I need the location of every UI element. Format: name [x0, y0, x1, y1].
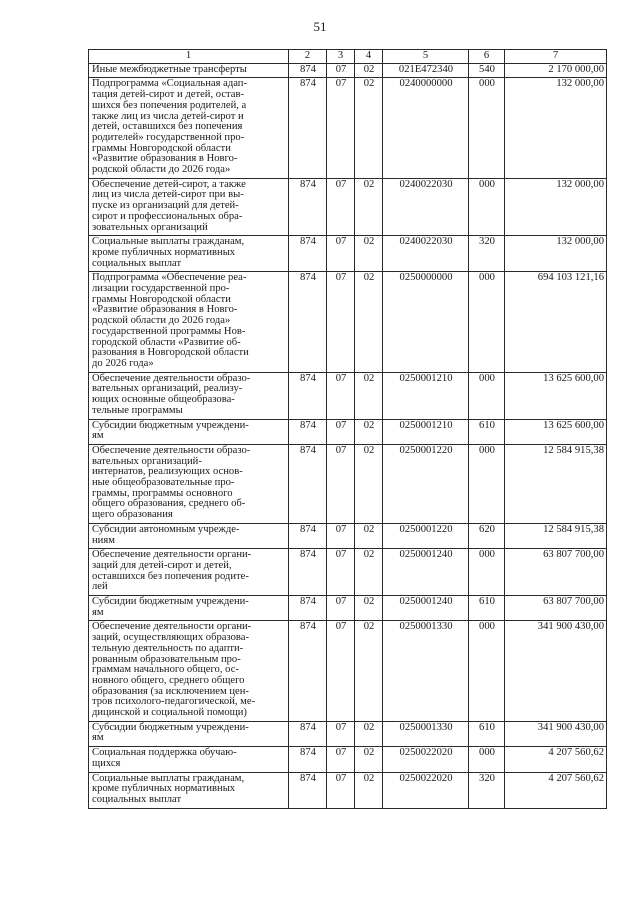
cell-ministry-code: 874 — [289, 549, 327, 596]
page-number: 51 — [313, 19, 327, 34]
table-row — [89, 444, 607, 523]
cell-ministry-code: 874 — [289, 621, 327, 721]
cell-expense-type: 000 — [469, 178, 505, 236]
cell-subsection: 02 — [355, 721, 383, 746]
cell-amount: 4 207 560,62 — [505, 772, 607, 808]
cell-subsection: 02 — [355, 596, 383, 621]
cell-expense-type: 000 — [469, 549, 505, 596]
cell-expense-type: 320 — [469, 236, 505, 272]
cell-ministry-code: 874 — [289, 372, 327, 419]
cell-amount: 2 170 000,00 — [505, 63, 607, 78]
cell-amount: 4 207 560,62 — [505, 747, 607, 772]
cell-target-article: 0250001330 — [383, 721, 469, 746]
cell-section: 07 — [327, 236, 355, 272]
cell-ministry-code: 874 — [289, 444, 327, 523]
cell-amount: 13 625 600,00 — [505, 419, 607, 444]
cell-section: 07 — [327, 596, 355, 621]
cell-section: 07 — [327, 78, 355, 178]
cell-subsection: 02 — [355, 772, 383, 808]
cell-section: 07 — [327, 419, 355, 444]
cell-amount: 12 584 915,38 — [505, 444, 607, 523]
cell-expense-type: 000 — [469, 621, 505, 721]
column-header: 3 — [327, 50, 355, 64]
cell-target-article: 0240000000 — [383, 78, 469, 178]
row-description: Обеспечение детей-сирот, а также лиц из числа детей-сирот при вы- пуске из организаций для детей- сирот и профессиональных обра- зовательных организаций — [89, 178, 289, 236]
cell-target-article: 0250001220 — [383, 523, 469, 548]
cell-ministry-code: 874 — [289, 272, 327, 372]
cell-expense-type: 610 — [469, 721, 505, 746]
table-row — [89, 63, 607, 78]
cell-amount: 63 807 700,00 — [505, 596, 607, 621]
cell-target-article: 0250000000 — [383, 272, 469, 372]
cell-expense-type: 000 — [469, 444, 505, 523]
cell-expense-type: 000 — [469, 747, 505, 772]
cell-target-article: 0250022020 — [383, 772, 469, 808]
header-row — [89, 50, 607, 64]
cell-amount: 341 900 430,00 — [505, 721, 607, 746]
cell-ministry-code: 874 — [289, 747, 327, 772]
table-row — [89, 621, 607, 721]
cell-subsection: 02 — [355, 178, 383, 236]
row-description: Подпрограмма «Обеспечение реа- лизации государственной про- граммы Новгородской области «Развитие образования в Новго- родской области до 2026 года» государственной программы Нов- городской области «Развитие об- разования в Новгородской области до 2026 года» — [89, 272, 289, 372]
cell-amount: 132 000,00 — [505, 78, 607, 178]
cell-subsection: 02 — [355, 444, 383, 523]
table-row — [89, 523, 607, 548]
cell-section: 07 — [327, 523, 355, 548]
row-description: Обеспечение деятельности образо- вательных организаций- интернатов, реализующих основ- ные общеобразовательные про- граммы, программы основного общего образования, среднего об- щего образования — [89, 444, 289, 523]
table-row — [89, 178, 607, 236]
table-row — [89, 272, 607, 372]
cell-expense-type: 000 — [469, 78, 505, 178]
cell-subsection: 02 — [355, 549, 383, 596]
table-row — [89, 549, 607, 596]
table-row — [89, 772, 607, 808]
row-description: Социальная поддержка обучаю- щихся — [89, 747, 289, 772]
cell-subsection: 02 — [355, 236, 383, 272]
cell-expense-type: 610 — [469, 596, 505, 621]
cell-target-article: 0250001330 — [383, 621, 469, 721]
row-description: Иные межбюджетные трансферты — [89, 63, 289, 78]
column-header: 7 — [505, 50, 607, 64]
cell-target-article: 0250022020 — [383, 747, 469, 772]
cell-expense-type: 000 — [469, 372, 505, 419]
cell-subsection: 02 — [355, 272, 383, 372]
cell-amount: 341 900 430,00 — [505, 621, 607, 721]
column-header: 2 — [289, 50, 327, 64]
cell-section: 07 — [327, 772, 355, 808]
row-description: Обеспечение деятельности органи- заций для детей-сирот и детей, оставшихся без попечения родите- лей — [89, 549, 289, 596]
cell-target-article: 0250001240 — [383, 549, 469, 596]
cell-subsection: 02 — [355, 523, 383, 548]
cell-amount: 12 584 915,38 — [505, 523, 607, 548]
cell-target-article: 021E472340 — [383, 63, 469, 78]
cell-ministry-code: 874 — [289, 419, 327, 444]
cell-ministry-code: 874 — [289, 63, 327, 78]
cell-subsection: 02 — [355, 419, 383, 444]
cell-subsection: 02 — [355, 78, 383, 178]
cell-target-article: 0240022030 — [383, 236, 469, 272]
cell-target-article: 0250001220 — [383, 444, 469, 523]
cell-ministry-code: 874 — [289, 178, 327, 236]
column-header: 6 — [469, 50, 505, 64]
cell-subsection: 02 — [355, 747, 383, 772]
cell-subsection: 02 — [355, 63, 383, 78]
cell-ministry-code: 874 — [289, 772, 327, 808]
cell-section: 07 — [327, 549, 355, 596]
cell-expense-type: 620 — [469, 523, 505, 548]
row-description: Субсидии автономным учрежде- ниям — [89, 523, 289, 548]
cell-section: 07 — [327, 63, 355, 78]
cell-amount: 132 000,00 — [505, 236, 607, 272]
cell-expense-type: 610 — [469, 419, 505, 444]
row-description: Обеспечение деятельности образо- вательных организаций, реализу- ющих основные общеобразова- тельные программы — [89, 372, 289, 419]
cell-target-article: 0240022030 — [383, 178, 469, 236]
cell-target-article: 0250001210 — [383, 419, 469, 444]
row-description: Обеспечение деятельности органи- заций, осуществляющих образова- тельную деятельность по адапти- рованным образовательным про- граммам начального общего, ос- новного общего, среднего общего образования (за исключением цен- тров психолого-педагогической, ме- дицинской и социальной помощи) — [89, 621, 289, 721]
cell-expense-type: 000 — [469, 272, 505, 372]
cell-subsection: 02 — [355, 372, 383, 419]
row-description: Субсидии бюджетным учреждени- ям — [89, 596, 289, 621]
cell-target-article: 0250001240 — [383, 596, 469, 621]
row-description: Подпрограмма «Социальная адап- тация детей-сирот и детей, остав- шихся без попечения родителей, а также лиц из числа детей-сирот и детей, оставшихся без попечения родителей» государственной про- граммы Новгородской области «Развитие образования в Новго- родской области до 2026 года» — [89, 78, 289, 178]
row-description: Социальные выплаты гражданам, кроме публичных нормативных социальных выплат — [89, 772, 289, 808]
cell-subsection: 02 — [355, 621, 383, 721]
column-header: 5 — [383, 50, 469, 64]
cell-amount: 13 625 600,00 — [505, 372, 607, 419]
table-row — [89, 419, 607, 444]
cell-amount: 132 000,00 — [505, 178, 607, 236]
cell-section: 07 — [327, 178, 355, 236]
table-row — [89, 78, 607, 178]
cell-section: 07 — [327, 272, 355, 372]
cell-ministry-code: 874 — [289, 78, 327, 178]
budget-table — [88, 49, 607, 809]
row-description: Субсидии бюджетным учреждени- ям — [89, 419, 289, 444]
cell-ministry-code: 874 — [289, 523, 327, 548]
cell-amount: 63 807 700,00 — [505, 549, 607, 596]
table-row — [89, 747, 607, 772]
column-header: 1 — [89, 50, 289, 64]
table-row — [89, 372, 607, 419]
table-row — [89, 596, 607, 621]
cell-ministry-code: 874 — [289, 721, 327, 746]
column-header: 4 — [355, 50, 383, 64]
cell-expense-type: 320 — [469, 772, 505, 808]
cell-expense-type: 540 — [469, 63, 505, 78]
cell-section: 07 — [327, 721, 355, 746]
cell-target-article: 0250001210 — [383, 372, 469, 419]
cell-section: 07 — [327, 747, 355, 772]
cell-section: 07 — [327, 372, 355, 419]
cell-amount: 694 103 121,16 — [505, 272, 607, 372]
row-description: Социальные выплаты гражданам, кроме публичных нормативных социальных выплат — [89, 236, 289, 272]
cell-ministry-code: 874 — [289, 236, 327, 272]
cell-section: 07 — [327, 444, 355, 523]
cell-ministry-code: 874 — [289, 596, 327, 621]
cell-section: 07 — [327, 621, 355, 721]
row-description: Субсидии бюджетным учреждени- ям — [89, 721, 289, 746]
table-row — [89, 236, 607, 272]
table-row — [89, 721, 607, 746]
